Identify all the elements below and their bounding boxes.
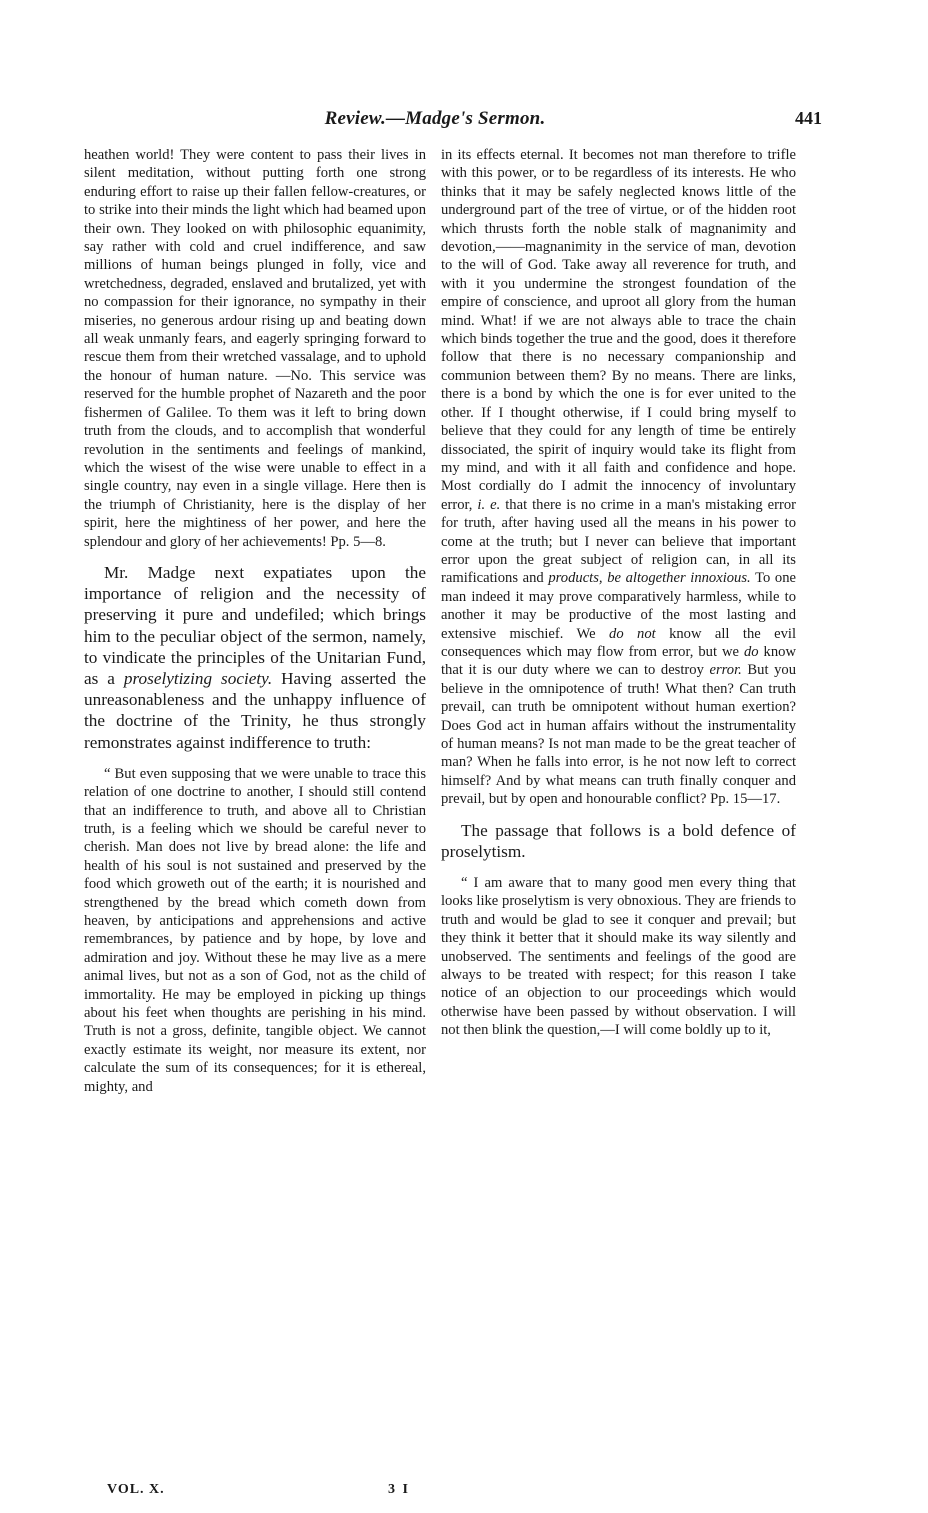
- running-title: Review.—Madge's Sermon.: [324, 108, 546, 129]
- quote-italic-do: do: [743, 643, 759, 660]
- review-text-a: Mr. Madge next expatiates upon the importance of religion and the necessity of preserving it pure and undefiled; which brings him to the peculiar object of the sermon, namely, to vindicate the principles of the Unitarian Fund, as a: [84, 562, 426, 688]
- block-quote: “ But even supposing that we were unable to trace this relation of one doctrine to another, I should still contend that an indifference to truth, and above all to Christian truth, is a feeling which we should be careful never to cherish. Man does not live by bread alone: the life and health of his soul is not sustained and preserved by the food which groweth out of the earth; it is nourished and strengthened by the bread which cometh down from heaven, by anticipations and apprehensions and active remembrances, by patience and by hope, by love and admiration and joy. Without these he may live as a mere animal lives, but not as a son of God, not as the child of immortality. He may be employed in picking up things about his feet when thoughts are perishing in his mind. Truth is not a gross, definite, tangible object. We cannot exactly estimate its weight, nor measure its extent, nor calculate the sum of its consequences; for it is ethereal, mighty, and: [84, 765, 426, 1095]
- quote-italic-error: error.: [709, 662, 742, 679]
- page-header: [0, 108, 928, 136]
- quote-continuation-right: [441, 146, 796, 809]
- quote-text-a: in its effects eternal. It becomes not man therefore to trifle with this power, or to be regardless of its interests. He who thinks that it may be safely neglected knows little of the underground part of the tree of virtue, or of the hidden root which thrusts forth the noble stalk of magnanimity and devotion,——magnanimity in the service of man, devotion to the will of God. Take away all reverence for truth, and with it you undermine the strongest foundation of the empire of conscience, and uproot all glory from the human mind. What! if we are not always able to trace the chain which binds together the true and the good, does it therefore follow that there is no necessary companionship and communion between them? By no means. There are links, there is a bond by which the one is for ever united to the other. If I thought otherwise, if I could bring myself to believe that they could for any length of time be entirely dissociated, the spirit of inquiry would take its flight from my mind, and with it all faith and confidence and hope. Most cordially do I admit the innocency of involuntary error,: [441, 147, 796, 513]
- quote-text-d: know all the evil consequences which may flow from error, but we: [441, 625, 796, 660]
- volume-label: VOL. X.: [107, 1482, 165, 1497]
- review-paragraph-right: The passage that follows is a bold defence of proselytism.: [441, 820, 796, 861]
- review-paragraph: [84, 562, 426, 753]
- quote-text-f: But you believe in the omnipotence of truth! What then? Can truth prevail, can truth be omnipotent without human exertion? Does God act in human affairs without the instrumentality of human means? Is not man made to be the great teacher of man? When he falls into error, is he not now left to correct himself? And by what means can truth finally conquer and prevail, but by open and honourable conflict? Pp. 15—17.: [441, 662, 796, 808]
- right-column: [441, 146, 796, 1040]
- quote-italic-products: products, be altogether innoxious.: [548, 570, 751, 587]
- quote-text-e: know that it is our duty where we can to destroy: [441, 643, 796, 679]
- quote-italic-donot: do not: [609, 625, 656, 642]
- signature-mark: 3 I: [388, 1482, 410, 1497]
- left-column: [84, 146, 426, 1096]
- review-text-italic: proselytizing society.: [123, 668, 273, 688]
- page-footer: [0, 1482, 928, 1504]
- quote-text-c: To one man indeed it may prove comparatively harmless, while to another it may be productive of the most lasting and extensive mischief. We: [441, 570, 796, 642]
- quote-italic-ie: i. e.: [477, 496, 501, 513]
- block-quote-right: “ I am aware that to many good men every thing that looks like proselytism is very obnoxious. They are friends to truth and would be glad to see it conquer and prevail; but they think it better that it should make its way silently and unobserved. The sentiments and feelings of the good are always to be treated with respect; for this reason I take notice of an objection to our proceedings which would otherwise have been passed by without observation. I will not then blink the question,—I will come boldly up to it,: [441, 875, 796, 1039]
- quote-text-b: that there is no crime in a man's mistaking error for truth, after having used all the means in his power to come at the truth; but I never can believe that important error upon the great subject of religion can, in all its ramifications and: [441, 496, 796, 587]
- review-text-b: Having asserted the unreasonableness and the unhappy influence of the doctrine of the Trinity, he thus strongly remonstrates against indifference to truth:: [84, 668, 427, 752]
- page-number: 441: [795, 108, 822, 128]
- quote-continuation: heathen world! They were content to pass their lives in silent meditation, without putting forth one strong enduring effort to raise up their fallen fellow-creatures, or to strike into their minds the light which had beamed upon their own. They looked on with philosophic equanimity, say rather with cold and cruel indifference, and saw millions of human beings plunged in folly, vice and wretchedness, degraded, enslaved and brutalized, yet with no compassion for their ignorance, no sympathy in their miseries, no generous ardour rising up and beating down all weak unmanly fears, and eagerly springing forward to rescue them from their wretched vassalage, and to uphold the honour of human nature. —No. This service was reserved for the humble prophet of Nazareth and the poor fishermen of Galilee. To them was it left to bring down truth from the clouds, and to accomplish that wonderful revolution in the sentiments and feelings of mankind, which the wisest of the wise were unable to effect in a single country, nay even in a single village. Here then is the triumph of Christianity, here is the display of her spirit, here the mightiness of her power, and here the splendour and glory of her achievements! Pp. 5—8.: [84, 147, 426, 550]
